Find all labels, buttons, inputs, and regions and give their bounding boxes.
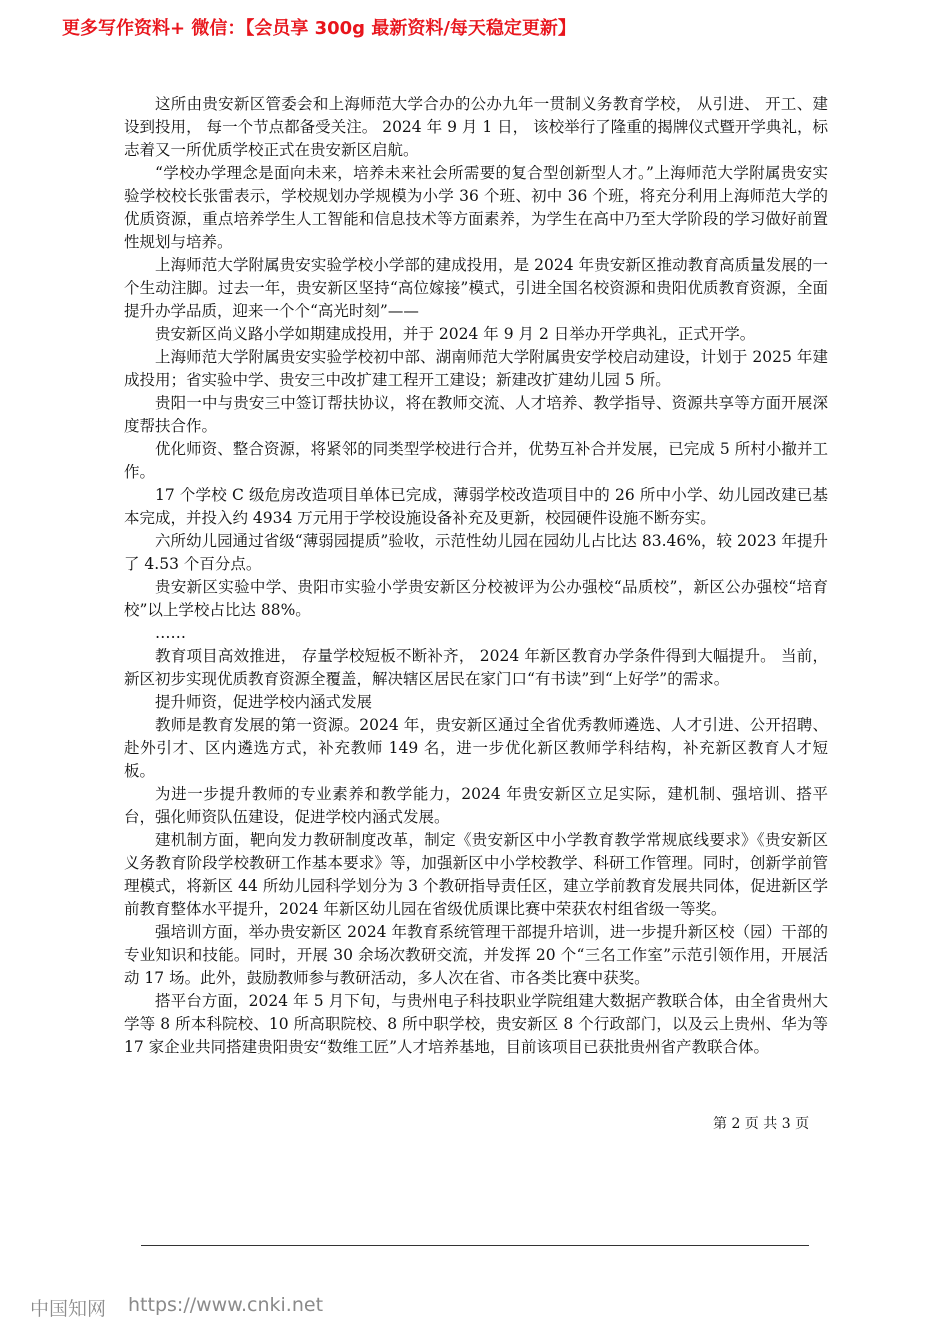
paragraph: 贵安新区尚义路小学如期建成投用，并于 2024 年 9 月 2 日举办开学典礼，正式开学。 xyxy=(155,325,756,343)
paragraph: 优化师资、整合资源，将紧邻的同类型学校进行合并，优势互补合并发展，已完成 5 所村小撤并工作。 xyxy=(124,440,828,481)
paragraph: 上海师范大学附属贵安实验学校小学部的建成投用，是 2024 年贵安新区推动教育高质量发展的一个生动注脚。过去一年，贵安新区坚持“高位嫁接”模式，引进全国名校资源和贵阳优质教育资源，全面提升办学品质，迎来一个个“高光时刻”—— xyxy=(124,256,828,320)
paragraph: 教师是教育发展的第一资源。2024 年，贵安新区通过全省优秀教师遴选、人才引进、公开招聘、赴外引才、区内遴选方式，补充教师 149 名，进一步优化新区教师学科结构，补充新区教育人才短板。 xyxy=(124,716,828,780)
article-body xyxy=(124,93,828,1059)
paragraph: “学校办学理念是面向未来，培养未来社会所需要的复合型创新型人才。”上海师范大学附属贵安实验学校校长张雷表示，学校规划办学规模为小学 36 个班、初中 36 个班，将充分利用上海师范大学的优质资源，重点培养学生人工智能和信息技术等方面素养，为学生在高中乃至大学阶段的学习做好前置性规划与培养。 xyxy=(124,164,828,251)
footer-divider xyxy=(141,1245,809,1246)
ellipsis-line: …… xyxy=(155,624,186,642)
page-number: 第 2 页 共 3 页 xyxy=(713,1116,810,1132)
promo-banner: 更多写作资料+ 微信：【会员享 300g 最新资料/每天稳定更新】 xyxy=(62,18,576,39)
paragraph: 建机制方面，靶向发力教研制度改革，制定《贵安新区中小学教育教学常规底线要求》《贵安新区义务教育阶段学校教研工作基本要求》等，加强新区中小学校教学、科研工作管理。同时，创新学前管理模式，将新区 44 所幼儿园科学划分为 3 个教研指导责任区，建立学前教育发展共同体，促进新区学前教育整体水平提升，2024 年新区幼儿园在省级优质课比赛中荣获农村组省级一等奖。 xyxy=(124,831,828,918)
watermark-url: https://www.cnki.net xyxy=(128,1294,324,1316)
paragraph: 强培训方面，举办贵安新区 2024 年教育系统管理干部提升培训，进一步提升新区校（园）干部的专业知识和技能。同时，开展 30 余场次教研交流，并发挥 20 个“三名工作室”示范引领作用，开展活动 17 场。此外，鼓励教师参与教研活动，多人次在省、市各类比赛中获奖。 xyxy=(124,923,828,987)
watermark xyxy=(30,1294,323,1321)
paragraph: 为进一步提升教师的专业素养和教学能力，2024 年贵安新区立足实际，建机制、强培训、搭平台，强化师资队伍建设，促进学校内涵式发展。 xyxy=(124,785,828,826)
paragraph: 上海师范大学附属贵安实验学校初中部、湖南师范大学附属贵安学校启动建设，计划于 2025 年建成投用；省实验中学、贵安三中改扩建工程开工建设；新建改扩建幼儿园 5 所。 xyxy=(124,348,828,389)
paragraph: 贵安新区实验中学、贵阳市实验小学贵安新区分校被评为公办强校“品质校”，新区公办强校“培育校”以上学校占比达 88%。 xyxy=(124,578,828,619)
section-heading: 提升师资，促进学校内涵式发展 xyxy=(155,693,373,711)
watermark-brand: 中国知网 xyxy=(30,1298,107,1320)
paragraph: 17 个学校 C 级危房改造项目单体已完成，薄弱学校改造项目中的 26 所中小学、幼儿园改建已基本完成，并投入约 4934 万元用于学校设施设备补充及更新，校园硬件设施不断夯实。 xyxy=(124,486,828,527)
paragraph: 教育项目高效推进， 存量学校短板不断补齐， 2024 年新区教育办学条件得到大幅提升。 当前，新区初步实现优质教育资源全覆盖，解决辖区居民在家门口“有书读”到“上好学”的需求。 xyxy=(124,647,828,688)
paragraph: 六所幼儿园通过省级“薄弱园提质”验收，示范性幼儿园在园幼儿占比达 83.46%，较 2023 年提升了 4.53 个百分点。 xyxy=(124,532,828,573)
paragraph: 贵阳一中与贵安三中签订帮扶协议，将在教师交流、人才培养、教学指导、资源共享等方面开展深度帮扶合作。 xyxy=(124,394,828,435)
paragraph: 搭平台方面，2024 年 5 月下旬，与贵州电子科技职业学院组建大数据产教联合体，由全省贵州大学等 8 所本科院校、10 所高职院校、8 所中职学校，贵安新区 8 个行政部门，以及云上贵州、华为等 17 家企业共同搭建贵阳贵安“数维工匠”人才培养基地，目前该项目已获批贵州省产教联合体。 xyxy=(124,992,828,1056)
paragraph: 这所由贵安新区管委会和上海师范大学合办的公办九年一贯制义务教育学校， 从引进、 开工、建设到投用， 每一个节点都备受关注。 2024 年 9 月 1 日， 该校举行了隆重的揭牌仪式暨开学典礼，标志着又一所优质学校正式在贵安新区启航。 xyxy=(124,95,828,159)
